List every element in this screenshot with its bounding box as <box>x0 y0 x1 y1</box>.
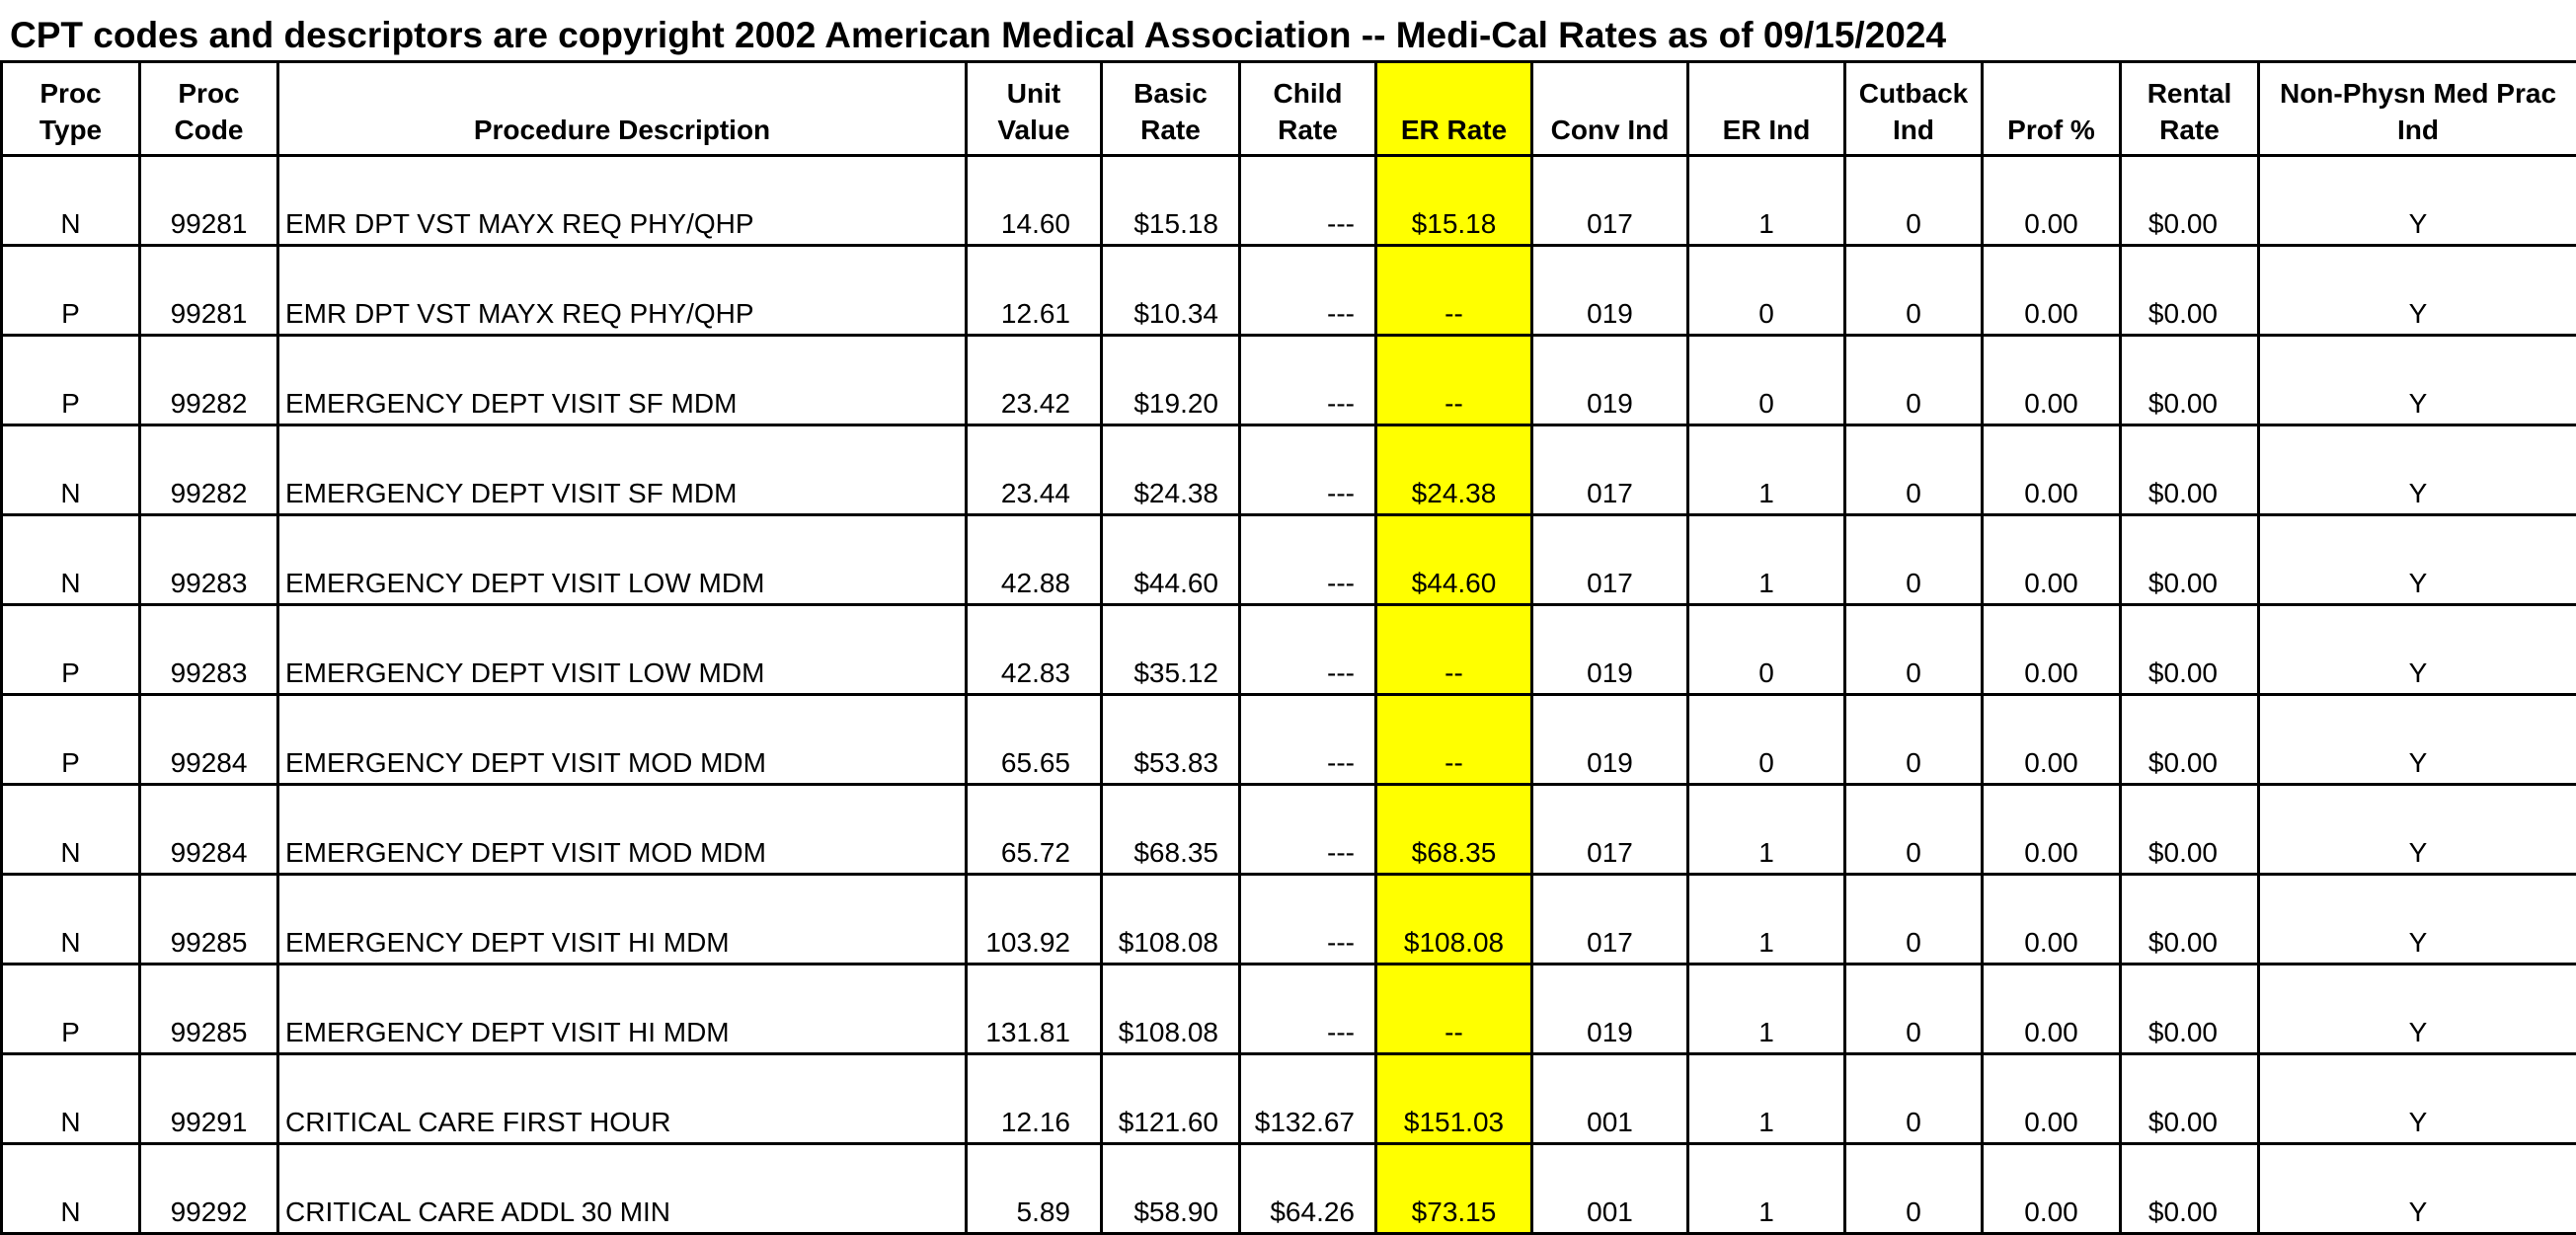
cell-rental-rate: $0.00 <box>2121 965 2259 1054</box>
cell-conv-ind: 019 <box>1532 246 1688 336</box>
cell-prof-pct: 0.00 <box>1983 695 2121 785</box>
cell-er-ind: 0 <box>1688 336 1845 425</box>
col-header-child-rate: Child Rate <box>1240 62 1376 156</box>
cell-proc-code: 99285 <box>140 875 278 965</box>
cell-er-ind: 1 <box>1688 1054 1845 1144</box>
cell-proc-code: 99285 <box>140 965 278 1054</box>
cell-proc-type: P <box>2 695 140 785</box>
cell-child-rate: $64.26 <box>1240 1144 1376 1234</box>
cell-er-rate: $15.18 <box>1376 156 1532 246</box>
cell-prof-pct: 0.00 <box>1983 336 2121 425</box>
cell-unit-value: 5.89 <box>967 1144 1102 1234</box>
cell-er-rate: $73.15 <box>1376 1144 1532 1234</box>
cell-unit-value: 65.72 <box>967 785 1102 875</box>
cell-description: EMR DPT VST MAYX REQ PHY/QHP <box>278 156 967 246</box>
cell-rental-rate: $0.00 <box>2121 336 2259 425</box>
cell-rental-rate: $0.00 <box>2121 156 2259 246</box>
cell-prof-pct: 0.00 <box>1983 1054 2121 1144</box>
cell-er-rate: $151.03 <box>1376 1054 1532 1144</box>
cell-proc-type: P <box>2 965 140 1054</box>
cell-proc-type: N <box>2 156 140 246</box>
cell-basic-rate: $35.12 <box>1102 605 1240 695</box>
cell-prof-pct: 0.00 <box>1983 1144 2121 1234</box>
cell-non-physn: Y <box>2259 425 2576 515</box>
cell-non-physn: Y <box>2259 695 2576 785</box>
cell-child-rate: --- <box>1240 246 1376 336</box>
cell-cutback-ind: 0 <box>1845 156 1983 246</box>
cell-cutback-ind: 0 <box>1845 1054 1983 1144</box>
cell-cutback-ind: 0 <box>1845 605 1983 695</box>
col-header-er-rate: ER Rate <box>1376 62 1532 156</box>
col-header-proc-code: Proc Code <box>140 62 278 156</box>
cell-er-rate: -- <box>1376 965 1532 1054</box>
cell-unit-value: 65.65 <box>967 695 1102 785</box>
cell-cutback-ind: 0 <box>1845 965 1983 1054</box>
cell-prof-pct: 0.00 <box>1983 156 2121 246</box>
cell-cutback-ind: 0 <box>1845 246 1983 336</box>
cell-description: EMERGENCY DEPT VISIT HI MDM <box>278 965 967 1054</box>
cell-basic-rate: $24.38 <box>1102 425 1240 515</box>
cell-proc-code: 99282 <box>140 336 278 425</box>
cell-unit-value: 103.92 <box>967 875 1102 965</box>
cell-description: EMERGENCY DEPT VISIT SF MDM <box>278 336 967 425</box>
table-row <box>2 1054 2576 1144</box>
col-header-unit-value: Unit Value <box>967 62 1102 156</box>
table-row <box>2 156 2576 246</box>
cell-unit-value: 42.83 <box>967 605 1102 695</box>
cell-basic-rate: $108.08 <box>1102 965 1240 1054</box>
cell-child-rate: --- <box>1240 425 1376 515</box>
cell-rental-rate: $0.00 <box>2121 785 2259 875</box>
cell-description: CRITICAL CARE ADDL 30 MIN <box>278 1144 967 1234</box>
cell-description: EMERGENCY DEPT VISIT LOW MDM <box>278 605 967 695</box>
cell-conv-ind: 017 <box>1532 515 1688 605</box>
cell-conv-ind: 019 <box>1532 965 1688 1054</box>
cell-er-ind: 1 <box>1688 156 1845 246</box>
cell-basic-rate: $44.60 <box>1102 515 1240 605</box>
cell-basic-rate: $68.35 <box>1102 785 1240 875</box>
cell-rental-rate: $0.00 <box>2121 425 2259 515</box>
cell-prof-pct: 0.00 <box>1983 515 2121 605</box>
cell-non-physn: Y <box>2259 605 2576 695</box>
table-row <box>2 605 2576 695</box>
table-row <box>2 695 2576 785</box>
col-header-rental-rate: Rental Rate <box>2121 62 2259 156</box>
cell-prof-pct: 0.00 <box>1983 875 2121 965</box>
cell-unit-value: 42.88 <box>967 515 1102 605</box>
cell-non-physn: Y <box>2259 515 2576 605</box>
cell-prof-pct: 0.00 <box>1983 425 2121 515</box>
cell-proc-code: 99281 <box>140 246 278 336</box>
cell-description: CRITICAL CARE FIRST HOUR <box>278 1054 967 1144</box>
cell-prof-pct: 0.00 <box>1983 605 2121 695</box>
cell-prof-pct: 0.00 <box>1983 965 2121 1054</box>
cell-basic-rate: $53.83 <box>1102 695 1240 785</box>
cell-non-physn: Y <box>2259 965 2576 1054</box>
col-header-non-physn: Non-Physn Med Prac Ind <box>2259 62 2576 156</box>
table-row <box>2 425 2576 515</box>
cell-proc-code: 99291 <box>140 1054 278 1144</box>
cell-proc-type: N <box>2 785 140 875</box>
col-header-proc-type: Proc Type <box>2 62 140 156</box>
cell-rental-rate: $0.00 <box>2121 605 2259 695</box>
cell-er-rate: -- <box>1376 246 1532 336</box>
cell-rental-rate: $0.00 <box>2121 1054 2259 1144</box>
table-row <box>2 336 2576 425</box>
cell-er-rate: $44.60 <box>1376 515 1532 605</box>
cell-cutback-ind: 0 <box>1845 515 1983 605</box>
col-header-cutback-ind: Cutback Ind <box>1845 62 1983 156</box>
cell-basic-rate: $108.08 <box>1102 875 1240 965</box>
cell-description: EMERGENCY DEPT VISIT LOW MDM <box>278 515 967 605</box>
col-header-er-ind: ER Ind <box>1688 62 1845 156</box>
cell-prof-pct: 0.00 <box>1983 785 2121 875</box>
cell-rental-rate: $0.00 <box>2121 246 2259 336</box>
cell-non-physn: Y <box>2259 246 2576 336</box>
header-row <box>2 62 2576 156</box>
cell-basic-rate: $19.20 <box>1102 336 1240 425</box>
cell-conv-ind: 017 <box>1532 785 1688 875</box>
cell-conv-ind: 019 <box>1532 605 1688 695</box>
cell-er-ind: 1 <box>1688 515 1845 605</box>
cell-proc-code: 99284 <box>140 785 278 875</box>
cell-er-rate: $68.35 <box>1376 785 1532 875</box>
cell-rental-rate: $0.00 <box>2121 875 2259 965</box>
cell-child-rate: --- <box>1240 605 1376 695</box>
cell-unit-value: 23.44 <box>967 425 1102 515</box>
cell-proc-type: N <box>2 1054 140 1144</box>
cell-unit-value: 23.42 <box>967 336 1102 425</box>
cell-proc-code: 99284 <box>140 695 278 785</box>
table-row <box>2 1144 2576 1234</box>
cell-er-rate: $24.38 <box>1376 425 1532 515</box>
cell-non-physn: Y <box>2259 1144 2576 1234</box>
cell-cutback-ind: 0 <box>1845 425 1983 515</box>
cell-unit-value: 131.81 <box>967 965 1102 1054</box>
cell-er-ind: 1 <box>1688 965 1845 1054</box>
cell-conv-ind: 017 <box>1532 425 1688 515</box>
cell-prof-pct: 0.00 <box>1983 246 2121 336</box>
table-row <box>2 515 2576 605</box>
table-row <box>2 875 2576 965</box>
col-header-prof-pct: Prof % <box>1983 62 2121 156</box>
cell-basic-rate: $15.18 <box>1102 156 1240 246</box>
cell-proc-type: N <box>2 425 140 515</box>
cell-er-rate: -- <box>1376 336 1532 425</box>
cell-unit-value: 12.16 <box>967 1054 1102 1144</box>
table-row <box>2 965 2576 1054</box>
cell-rental-rate: $0.00 <box>2121 515 2259 605</box>
cell-proc-code: 99283 <box>140 605 278 695</box>
cell-cutback-ind: 0 <box>1845 695 1983 785</box>
cell-basic-rate: $10.34 <box>1102 246 1240 336</box>
cell-child-rate: --- <box>1240 156 1376 246</box>
cell-proc-code: 99283 <box>140 515 278 605</box>
cell-rental-rate: $0.00 <box>2121 1144 2259 1234</box>
cell-er-ind: 1 <box>1688 785 1845 875</box>
cell-proc-code: 99282 <box>140 425 278 515</box>
cell-child-rate: --- <box>1240 875 1376 965</box>
cell-basic-rate: $121.60 <box>1102 1054 1240 1144</box>
cell-conv-ind: 019 <box>1532 695 1688 785</box>
cell-non-physn: Y <box>2259 336 2576 425</box>
cell-conv-ind: 001 <box>1532 1144 1688 1234</box>
cell-proc-code: 99281 <box>140 156 278 246</box>
cell-er-rate: -- <box>1376 695 1532 785</box>
cell-description: EMR DPT VST MAYX REQ PHY/QHP <box>278 246 967 336</box>
cell-proc-type: N <box>2 875 140 965</box>
cell-er-ind: 1 <box>1688 1144 1845 1234</box>
col-header-description: Procedure Description <box>278 62 967 156</box>
table-body <box>2 156 2576 1234</box>
cell-er-ind: 0 <box>1688 695 1845 785</box>
cell-description: EMERGENCY DEPT VISIT MOD MDM <box>278 695 967 785</box>
cell-er-rate: -- <box>1376 605 1532 695</box>
cell-conv-ind: 017 <box>1532 156 1688 246</box>
cell-conv-ind: 017 <box>1532 875 1688 965</box>
cell-child-rate: --- <box>1240 515 1376 605</box>
cell-non-physn: Y <box>2259 156 2576 246</box>
table-row <box>2 785 2576 875</box>
cell-cutback-ind: 0 <box>1845 1144 1983 1234</box>
cell-proc-type: N <box>2 515 140 605</box>
cell-child-rate: --- <box>1240 695 1376 785</box>
cell-proc-type: P <box>2 246 140 336</box>
cell-er-ind: 1 <box>1688 875 1845 965</box>
cell-proc-type: N <box>2 1144 140 1234</box>
cell-non-physn: Y <box>2259 785 2576 875</box>
table-row <box>2 246 2576 336</box>
cell-description: EMERGENCY DEPT VISIT SF MDM <box>278 425 967 515</box>
cell-child-rate: --- <box>1240 785 1376 875</box>
cell-child-rate: --- <box>1240 336 1376 425</box>
cell-basic-rate: $58.90 <box>1102 1144 1240 1234</box>
cell-description: EMERGENCY DEPT VISIT HI MDM <box>278 875 967 965</box>
col-header-conv-ind: Conv Ind <box>1532 62 1688 156</box>
cell-proc-code: 99292 <box>140 1144 278 1234</box>
rates-table <box>0 60 2576 1235</box>
page-title: CPT codes and descriptors are copyright 2002 American Medical Association -- Medi-Cal Rates as of 09/15/2024 <box>10 8 1946 63</box>
cell-cutback-ind: 0 <box>1845 785 1983 875</box>
cell-non-physn: Y <box>2259 1054 2576 1144</box>
col-header-basic-rate: Basic Rate <box>1102 62 1240 156</box>
cell-er-ind: 0 <box>1688 605 1845 695</box>
cell-proc-type: P <box>2 605 140 695</box>
cell-cutback-ind: 0 <box>1845 336 1983 425</box>
cell-er-ind: 0 <box>1688 246 1845 336</box>
cell-er-rate: $108.08 <box>1376 875 1532 965</box>
cell-non-physn: Y <box>2259 875 2576 965</box>
cell-proc-type: P <box>2 336 140 425</box>
cell-conv-ind: 019 <box>1532 336 1688 425</box>
cell-er-ind: 1 <box>1688 425 1845 515</box>
cell-unit-value: 14.60 <box>967 156 1102 246</box>
cell-description: EMERGENCY DEPT VISIT MOD MDM <box>278 785 967 875</box>
cell-unit-value: 12.61 <box>967 246 1102 336</box>
cell-conv-ind: 001 <box>1532 1054 1688 1144</box>
cell-rental-rate: $0.00 <box>2121 695 2259 785</box>
cell-cutback-ind: 0 <box>1845 875 1983 965</box>
cell-child-rate: --- <box>1240 965 1376 1054</box>
cell-child-rate: $132.67 <box>1240 1054 1376 1144</box>
